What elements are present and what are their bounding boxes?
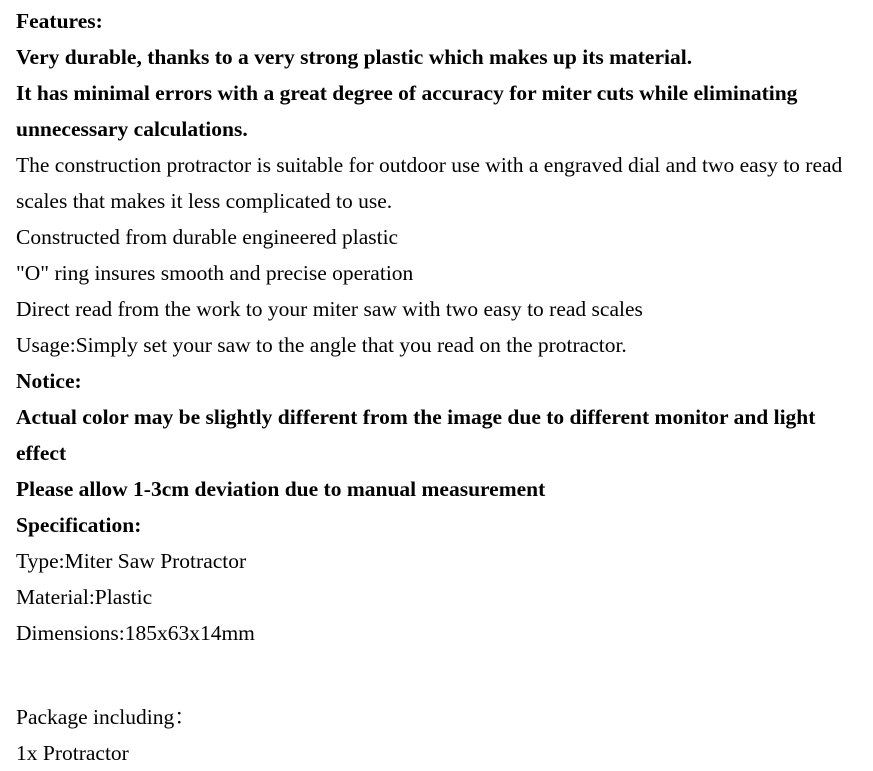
features-heading: Features: — [16, 9, 103, 33]
feature-line: Constructed from durable engineered plastic — [16, 225, 399, 249]
feature-line: The construction protractor is suitable for outdoor use with a engraved dial and two easy to read scales that makes it less complicated to use. — [16, 153, 843, 213]
feature-bold-line: Very durable, thanks to a very strong plastic which makes up its material. — [16, 45, 693, 69]
notice-line: Actual color may be slightly different from the image due to different monitor and light effect — [16, 405, 816, 465]
notice-heading: Notice: — [16, 369, 82, 393]
feature-bold-line: It has minimal errors with a great degree of accuracy for miter cuts while eliminating unnecessary calculations. — [16, 81, 798, 141]
spec-material: Material:Plastic — [16, 585, 153, 609]
feature-line: "O" ring insures smooth and precise operation — [16, 261, 414, 285]
package-item: 1x Protractor — [16, 741, 129, 765]
package-heading: Package including： — [16, 705, 196, 729]
notice-line: Please allow 1-3cm deviation due to manual measurement — [16, 477, 546, 501]
spec-dimensions: Dimensions:185x63x14mm — [16, 621, 255, 645]
section-gap — [16, 651, 868, 699]
product-description — [16, 3, 868, 771]
spec-type: Type:Miter Saw Protractor — [16, 549, 247, 573]
feature-line: Usage:Simply set your saw to the angle that you read on the protractor. — [16, 333, 627, 357]
feature-line: Direct read from the work to your miter saw with two easy to read scales — [16, 297, 643, 321]
specification-heading: Specification: — [16, 513, 142, 537]
